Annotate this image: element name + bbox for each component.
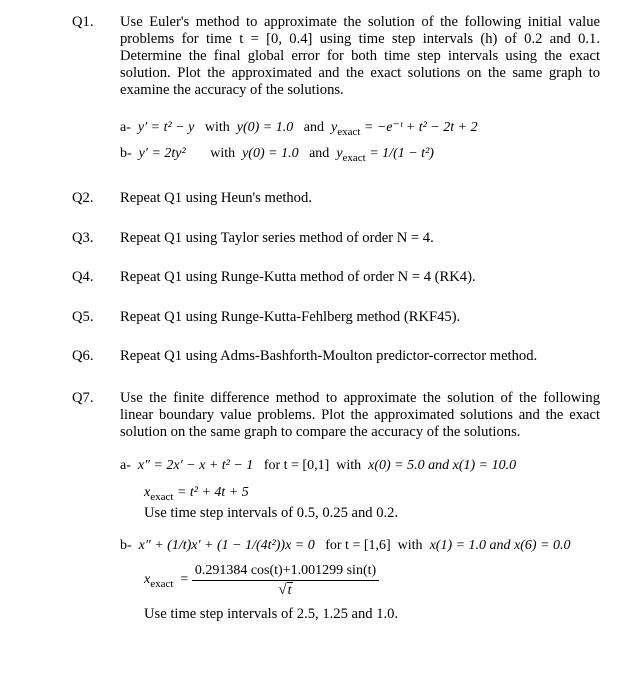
q7b-exact-denominator: [192, 581, 379, 599]
question-label-q5: Q5.: [72, 309, 94, 325]
q1b-and: and: [309, 146, 330, 161]
q7a-exact-rhs: = t² + 4t + 5: [176, 485, 249, 500]
q1a-exact-lhs: y: [330, 120, 338, 135]
question-text-q7: Use the finite difference method to approximate the solution of the following linear boundary value problems. Plot the approximated solutions and the exact solution on the same graph to compare the accuracy of the solutions.: [120, 390, 600, 440]
question-label-q3: Q3.: [72, 230, 94, 246]
q7a-steps: Use time step intervals of 0.5, 0.25 and 0.2.: [144, 505, 399, 521]
question-label-q2: Q2.: [72, 190, 94, 206]
question-text-q5: Repeat Q1 using Runge-Kutta-Fehlberg method (RKF45).: [120, 309, 461, 325]
question-text-q1: Use Euler's method to approximate the solution of the following initial value problems for time t = [0, 0.4] using time step intervals (h) of 0.2 and 0.1. Determine the final global error for both time step intervals using the exact solution. Plot the approximated and the exact solutions on the same graph to examine the accuracy of the solutions.: [120, 14, 600, 98]
q1a-with: with: [204, 120, 230, 135]
q7b-exact-lhs: x: [144, 572, 151, 588]
q1b-ode: y′ = 2ty²: [138, 146, 186, 161]
q1a-label: a-: [120, 120, 131, 135]
q1b-label: b-: [120, 146, 132, 161]
q1b-ic: y(0) = 1.0: [242, 146, 299, 161]
q7b-with: with: [397, 538, 423, 553]
q1b-exact-sub: exact: [342, 151, 366, 164]
question-label-q7: Q7.: [72, 390, 94, 406]
q1a-and: and: [303, 120, 324, 135]
q7a-equation: [120, 458, 516, 474]
q7a-exact-sub: exact: [150, 490, 174, 503]
q7a-with: with: [336, 458, 362, 473]
q7b-label: b-: [120, 538, 132, 553]
q1a-equation: [120, 119, 478, 138]
q7a-domain: for t = [0,1]: [263, 458, 330, 473]
q1b-exact-lhs: y: [336, 146, 343, 161]
q7b-exact-sub: exact: [150, 577, 174, 590]
question-text-q4: Repeat Q1 using Runge-Kutta method of order N = 4 (RK4).: [120, 269, 476, 285]
q7b-exact-eq: =: [180, 572, 189, 588]
q7a-bc: x(0) = 5.0 and x(1) = 10.0: [368, 458, 517, 473]
q7b-equation: [120, 538, 571, 554]
q7a-label: a-: [120, 458, 131, 473]
q1a-ic: y(0) = 1.0: [236, 120, 294, 135]
q7a-exact: [144, 485, 249, 503]
q1b-with: with: [210, 146, 236, 161]
q1b-exact-rhs: = 1/(1 − t²): [369, 146, 434, 161]
q1a-ode: y′ = t² − y: [137, 120, 195, 135]
q7b-exact-numerator: 0.291384 cos(t)+1.001299 sin(t): [192, 563, 379, 581]
q7b-exact: [144, 563, 379, 599]
q1a-exact-rhs: = −e⁻ᵗ + t² − 2t + 2: [363, 120, 478, 135]
q7b-ode: x″ + (1/t)x′ + (1 − 1/(4t²))x = 0: [138, 538, 315, 553]
question-label-q4: Q4.: [72, 269, 94, 285]
q7a-exact-lhs: x: [144, 485, 151, 500]
q7b-domain: for t = [1,6]: [325, 538, 391, 553]
question-text-q3: Repeat Q1 using Taylor series method of order N = 4.: [120, 230, 434, 246]
q7b-exact-den-var: t: [287, 583, 292, 598]
question-text-q6: Repeat Q1 using Adms-Bashforth-Moulton predictor-corrector method.: [120, 348, 538, 364]
question-text-q2: Repeat Q1 using Heun's method.: [120, 190, 312, 206]
question-label-q6: Q6.: [72, 348, 94, 364]
q7a-ode: x″ = 2x′ − x + t² − 1: [137, 458, 254, 473]
sqrt-symbol: √t: [278, 582, 292, 598]
q1b-equation: [120, 146, 434, 164]
q7b-exact-fraction: [192, 563, 379, 599]
q7b-steps: Use time step intervals of 2.5, 1.25 and 1.0.: [144, 606, 399, 622]
question-label-q1: Q1.: [72, 14, 94, 30]
q7b-bc: x(1) = 1.0 and x(6) = 0.0: [429, 538, 571, 553]
q1a-exact-sub: exact: [337, 125, 361, 138]
